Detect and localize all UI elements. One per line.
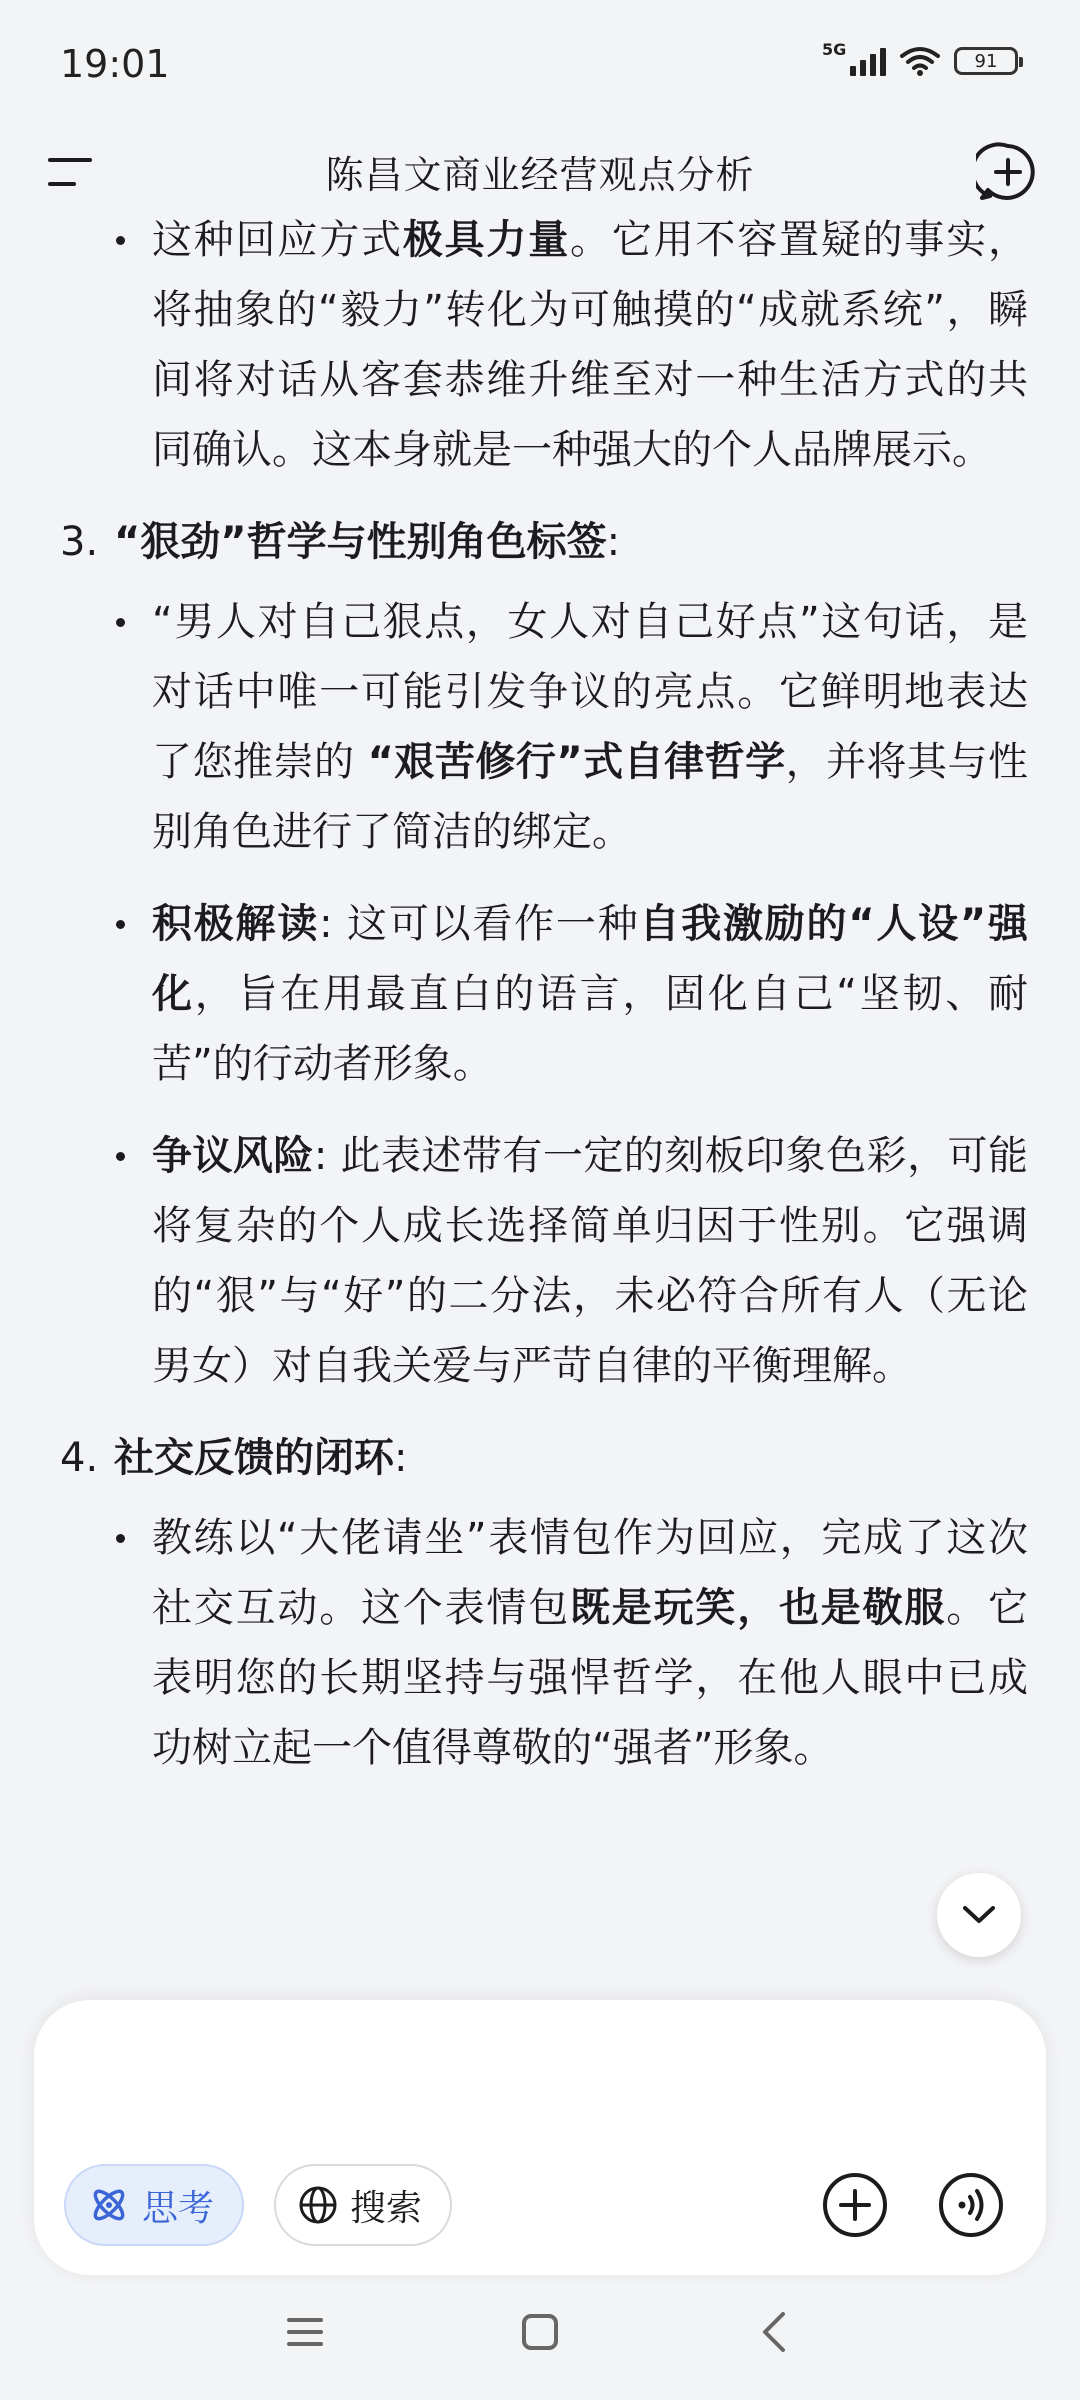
back-icon[interactable] (745, 2302, 805, 2362)
recent-apps-icon[interactable] (275, 2302, 335, 2362)
chevron-down-icon (961, 1904, 997, 1926)
analysis-sections (0, 507, 1080, 1783)
message-composer (34, 2000, 1046, 2275)
list-item: 争议风险: 此表述带有一定的刻板印象色彩，可能将复杂的个人成长选择简单归因于性别。它强调的“狠”与“好”的二分法，未必符合所有人（无论男女）对自我关爱与严苛自律的平衡理解。 (0, 1121, 1080, 1401)
network-type: 5G (822, 40, 847, 59)
voice-wave-icon[interactable] (936, 2170, 1006, 2240)
section-bullets (0, 587, 1080, 1401)
think-mode-label: 思考 (142, 2187, 215, 2229)
section-number: 3. (60, 519, 99, 565)
status-icons (822, 40, 1018, 76)
section-title: “狠劲”哲学与性别角色标签 (114, 519, 607, 565)
intro-bullets (0, 205, 1080, 485)
home-icon[interactable] (510, 2302, 570, 2362)
section-3 (0, 507, 1080, 1401)
section-bullets (0, 1503, 1080, 1783)
plus-circle-icon[interactable] (820, 2170, 890, 2240)
new-chat-icon[interactable] (976, 140, 1040, 204)
section-number: 4. (60, 1435, 99, 1481)
search-mode-label: 搜索 (350, 2187, 423, 2229)
list-item: 教练以“大佬请坐”表情包作为回应，完成了这次社交互动。这个表情包既是玩笑，也是敬服。它表明您的长期坚持与强悍哲学，在他人眼中已成功树立起一个值得尊敬的“强者”形象。 (0, 1503, 1080, 1783)
section-heading: 4. 社交反馈的闭环: (0, 1423, 1080, 1493)
message-input[interactable] (80, 2054, 680, 2114)
list-item: 积极解读: 这可以看作一种自我激励的“人设”强化，旨在用最直白的语言，固化自己“坚韧、耐苦”的行动者形象。 (0, 889, 1080, 1099)
atom-icon (88, 2184, 130, 2226)
page-title: 陈昌文商业经营观点分析 (325, 153, 755, 197)
status-bar (0, 0, 1080, 130)
list-item: “男人对自己狠点，女人对自己好点”这句话，是对话中唯一可能引发争议的亮点。它鲜明地表达了您推崇的 “艰苦修行”式自律哲学，并将其与性别角色进行了简洁的绑定。 (0, 587, 1080, 867)
status-time: 19:01 (60, 42, 170, 86)
scroll-to-bottom-button[interactable] (937, 1873, 1021, 1957)
globe-icon (298, 2185, 338, 2225)
list-item: 这种回应方式极具力量。它用不容置疑的事实，将抽象的“毅力”转化为可触摸的“成就系统”，瞬间将对话从客套恭维升维至对一种生活方式的共同确认。这本身就是一种强大的个人品牌展示。 (0, 205, 1080, 485)
cellular-signal-icon (822, 40, 886, 76)
search-mode-button[interactable] (274, 2164, 452, 2246)
battery-icon (954, 47, 1018, 75)
section-4 (0, 1423, 1080, 1783)
chat-response (0, 205, 1080, 1995)
think-mode-button[interactable] (64, 2164, 244, 2246)
wifi-icon (900, 46, 940, 76)
section-title: 社交反馈的闭环 (114, 1435, 394, 1481)
section-heading: 3. “狠劲”哲学与性别角色标签: (0, 507, 1080, 577)
battery-level: 91 (974, 50, 998, 72)
system-nav-bar (0, 2280, 1080, 2400)
